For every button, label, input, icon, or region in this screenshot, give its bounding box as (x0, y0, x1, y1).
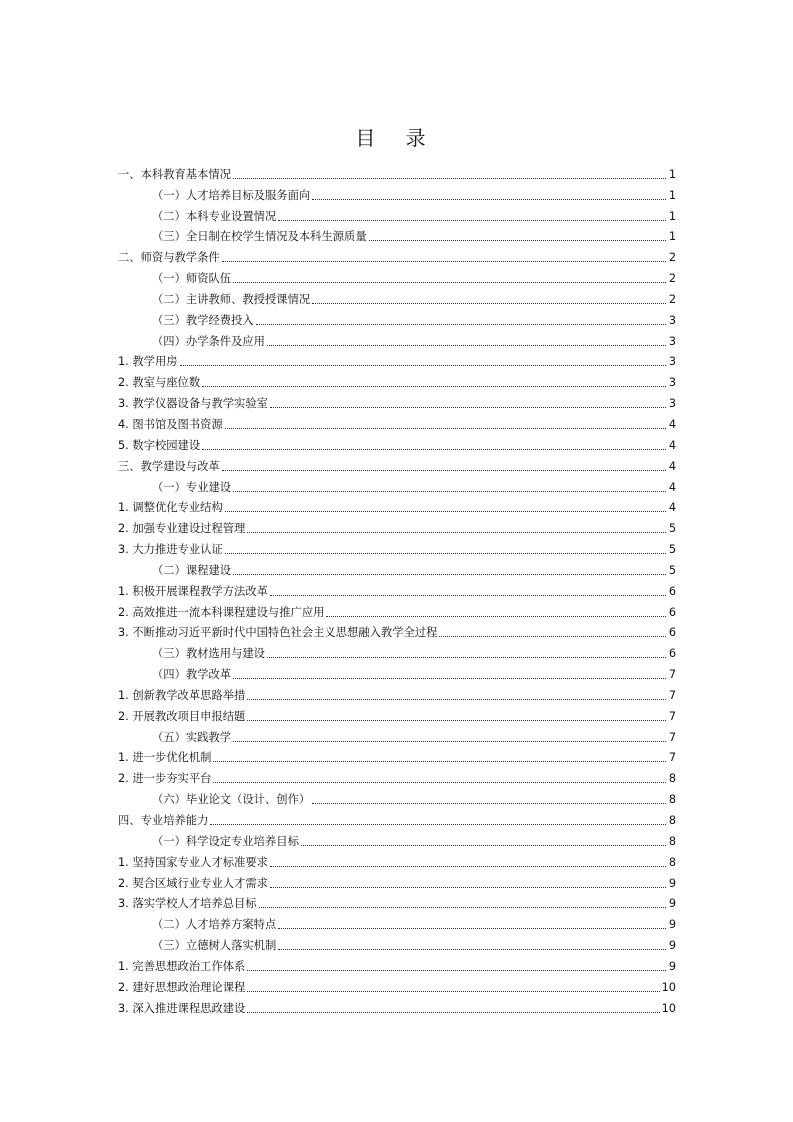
toc-entry-label: （三）立德树人落实机制 (152, 939, 277, 953)
toc-entry-label: 1. 坚持国家专业人才标准要求 (118, 855, 268, 869)
toc-entry-page-number: 3 (668, 313, 676, 327)
toc-dot-leader (233, 490, 666, 492)
toc-dot-leader (247, 698, 666, 700)
toc-entry-page-number: 4 (668, 438, 676, 452)
toc-entry[interactable] (118, 932, 676, 953)
toc-dot-leader (247, 969, 666, 971)
toc-dot-leader (213, 781, 666, 783)
toc-entry-page-number: 2 (668, 272, 676, 286)
toc-entry-label: 3. 不断推动习近平新时代中国特色社会主义思想融入教学全过程 (118, 626, 438, 640)
toc-dot-leader (312, 802, 666, 804)
toc-entry-page-number: 8 (668, 834, 676, 848)
toc-entry-label: 2. 高效推进一流本科课程建设与推广应用 (118, 605, 325, 619)
toc-dot-leader (247, 531, 666, 533)
toc-dot-leader (312, 198, 666, 200)
toc-entry[interactable] (118, 536, 676, 557)
toc-entry-page-number: 1 (668, 230, 676, 244)
toc-dot-leader (233, 177, 666, 179)
toc-dot-leader (270, 865, 666, 867)
toc-entry-label: 2. 教室与座位数 (118, 376, 201, 390)
toc-entry-page-number: 2 (668, 292, 676, 306)
toc-entry-label: （一）人才培养目标及服务面向 (152, 188, 311, 202)
toc-entry-label: 四、专业培养能力 (118, 814, 209, 827)
toc-entry-label: （三）全日制在校学生情况及本科生源质量 (152, 230, 367, 244)
toc-entry-label: （四）教学改革 (152, 668, 232, 682)
table-of-contents (118, 161, 676, 1016)
toc-entry[interactable] (118, 265, 676, 286)
toc-entry[interactable] (118, 390, 676, 411)
toc-entry[interactable] (118, 411, 676, 432)
toc-entry-label: （二）课程建设 (152, 563, 232, 577)
toc-dot-leader (247, 719, 666, 721)
toc-entry-page-number: 10 (661, 980, 676, 994)
toc-dot-leader (256, 323, 666, 325)
toc-entry-page-number: 6 (668, 647, 676, 661)
toc-entry-page-number: 8 (668, 814, 676, 827)
toc-entry[interactable] (118, 474, 676, 495)
toc-dot-leader (233, 573, 666, 575)
toc-entry-label: 2. 契合区域行业专业人才需求 (118, 876, 268, 890)
toc-entry-page-number: 7 (668, 688, 676, 702)
toc-entry[interactable] (118, 995, 676, 1016)
toc-entry-label: 3. 深入推进课程思政建设 (118, 1001, 246, 1015)
toc-entry[interactable] (118, 369, 676, 390)
toc-entry-label: 4. 图书馆及图书资源 (118, 417, 223, 431)
toc-entry-page-number: 8 (668, 772, 676, 786)
toc-entry[interactable] (118, 203, 676, 224)
toc-entry-page-number: 7 (668, 668, 676, 682)
toc-entry-label: 二、师资与教学条件 (118, 251, 220, 265)
toc-entry-label: （三）教材选用与建设 (152, 647, 265, 661)
toc-entry[interactable] (118, 849, 676, 870)
toc-dot-leader (233, 281, 666, 283)
toc-dot-leader (278, 219, 666, 221)
toc-entry-label: 1. 创新教学改革思路举措 (118, 688, 246, 702)
toc-entry-page-number: 4 (668, 417, 676, 431)
toc-entry-label: 3. 教学仪器设备与教学实验室 (118, 397, 268, 411)
toc-entry-label: （一）专业建设 (152, 480, 232, 494)
toc-entry[interactable] (118, 870, 676, 891)
toc-entry[interactable] (118, 495, 676, 516)
toc-entry-label: 2. 开展教改项目申报结题 (118, 709, 246, 723)
toc-entry-page-number: 6 (668, 626, 676, 640)
toc-dot-leader (225, 510, 666, 512)
toc-entry-page-number: 5 (668, 543, 676, 557)
toc-entry[interactable] (118, 515, 676, 536)
toc-entry-page-number: 3 (668, 397, 676, 411)
toc-dot-leader (210, 823, 666, 825)
toc-entry-page-number: 5 (668, 563, 676, 577)
toc-dot-leader (202, 385, 666, 387)
toc-entry[interactable] (118, 557, 676, 578)
toc-dot-leader (225, 552, 666, 554)
toc-entry-label: （二）人才培养方案特点 (152, 918, 277, 932)
toc-entry-label: 1. 教学用房 (118, 355, 178, 369)
toc-entry-page-number: 9 (668, 939, 676, 953)
toc-entry-label: （五）实践教学 (152, 730, 232, 744)
toc-entry[interactable] (118, 682, 676, 703)
toc-entry-page-number: 1 (668, 209, 676, 223)
toc-entry-page-number: 3 (668, 334, 676, 348)
toc-entry-page-number: 8 (668, 855, 676, 869)
toc-dot-leader (278, 927, 666, 929)
toc-entry[interactable] (118, 828, 676, 849)
toc-dot-leader (369, 239, 666, 241)
page-title: 目 录 (355, 126, 438, 150)
toc-entry-page-number: 1 (668, 167, 676, 181)
toc-dot-leader (278, 948, 666, 950)
toc-entry[interactable] (118, 328, 676, 349)
toc-entry-page-number: 2 (668, 251, 676, 265)
toc-dot-leader (222, 469, 666, 471)
toc-entry[interactable] (118, 953, 676, 974)
toc-dot-leader (270, 594, 666, 596)
toc-entry-label: 1. 完善思想政治工作体系 (118, 959, 246, 973)
toc-entry[interactable] (118, 807, 676, 828)
toc-entry-label: （一）科学设定专业培养目标 (152, 834, 299, 848)
toc-dot-leader (439, 635, 666, 637)
toc-entry-label: 1. 调整优化专业结构 (118, 501, 223, 515)
toc-entry-page-number: 6 (668, 605, 676, 619)
toc-entry[interactable] (118, 703, 676, 724)
toc-entry-page-number: 9 (668, 959, 676, 973)
toc-entry[interactable] (118, 891, 676, 912)
toc-dot-leader (180, 364, 666, 366)
toc-entry-label: 1. 进一步优化机制 (118, 751, 212, 765)
toc-entry[interactable] (118, 620, 676, 641)
toc-entry-page-number: 10 (661, 1001, 676, 1015)
toc-entry-label: （二）主讲教师、教授授课情况 (152, 292, 311, 306)
toc-dot-leader (267, 344, 666, 346)
toc-dot-leader (247, 990, 659, 992)
toc-entry[interactable] (118, 224, 676, 245)
toc-entry-label: 2. 建好思想政治理论课程 (118, 980, 246, 994)
toc-entry[interactable] (118, 307, 676, 328)
toc-entry-label: 三、教学建设与改革 (118, 459, 220, 473)
toc-entry-page-number: 3 (668, 355, 676, 369)
toc-entry-label: 一、本科教育基本情况 (118, 167, 231, 181)
toc-dot-leader (202, 448, 666, 450)
toc-entry[interactable] (118, 911, 676, 932)
toc-entry-page-number: 9 (668, 876, 676, 890)
toc-entry-page-number: 4 (668, 459, 676, 473)
toc-entry[interactable] (118, 349, 676, 370)
toc-dot-leader (225, 427, 666, 429)
toc-entry-page-number: 4 (668, 501, 676, 515)
toc-entry[interactable] (118, 974, 676, 995)
toc-entry-page-number: 4 (668, 480, 676, 494)
toc-entry-label: 5. 数字校园建设 (118, 438, 201, 452)
toc-entry-page-number: 7 (668, 730, 676, 744)
toc-entry[interactable] (118, 599, 676, 620)
toc-entry-label: （一）师资队伍 (152, 272, 232, 286)
toc-entry[interactable] (118, 786, 676, 807)
toc-entry-page-number: 7 (668, 709, 676, 723)
toc-entry-label: （三）教学经费投入 (152, 313, 254, 327)
toc-entry-label: 2. 进一步夯实平台 (118, 772, 212, 786)
toc-entry-label: 1. 积极开展课程教学方法改革 (118, 584, 268, 598)
toc-dot-leader (267, 656, 666, 658)
toc-entry-page-number: 3 (668, 376, 676, 390)
toc-dot-leader (247, 1011, 659, 1013)
toc-entry-page-number: 9 (668, 918, 676, 932)
toc-dot-leader (233, 677, 666, 679)
toc-entry[interactable] (118, 161, 676, 182)
toc-dot-leader (259, 906, 666, 908)
toc-entry-page-number: 8 (668, 793, 676, 807)
toc-dot-leader (326, 615, 666, 617)
toc-dot-leader (312, 302, 666, 304)
toc-dot-leader (222, 260, 666, 262)
toc-entry-label: （二）本科专业设置情况 (152, 209, 277, 223)
toc-entry-page-number: 1 (668, 188, 676, 202)
toc-dot-leader (301, 844, 666, 846)
toc-entry[interactable] (118, 765, 676, 786)
toc-entry[interactable] (118, 432, 676, 453)
toc-entry-label: 2. 加强专业建设过程管理 (118, 522, 246, 536)
toc-entry-page-number: 7 (668, 751, 676, 765)
toc-entry-label: （六）毕业论文（设计、创作） (152, 793, 311, 807)
toc-entry-page-number: 5 (668, 522, 676, 536)
toc-entry[interactable] (118, 453, 676, 474)
toc-entry-label: 3. 大力推进专业认证 (118, 543, 223, 557)
toc-entry-page-number: 6 (668, 584, 676, 598)
toc-entry-page-number: 9 (668, 897, 676, 911)
toc-entry-label: （四）办学条件及应用 (152, 334, 265, 348)
toc-entry[interactable] (118, 244, 676, 265)
toc-entry[interactable] (118, 286, 676, 307)
toc-entry[interactable] (118, 578, 676, 599)
toc-dot-leader (213, 760, 666, 762)
toc-dot-leader (270, 886, 666, 888)
toc-entry-label: 3. 落实学校人才培养总目标 (118, 897, 257, 911)
toc-entry[interactable] (118, 724, 676, 745)
toc-dot-leader (233, 740, 666, 742)
toc-entry[interactable] (118, 182, 676, 203)
toc-entry[interactable] (118, 661, 676, 682)
toc-entry[interactable] (118, 745, 676, 766)
toc-dot-leader (270, 406, 666, 408)
toc-entry[interactable] (118, 640, 676, 661)
